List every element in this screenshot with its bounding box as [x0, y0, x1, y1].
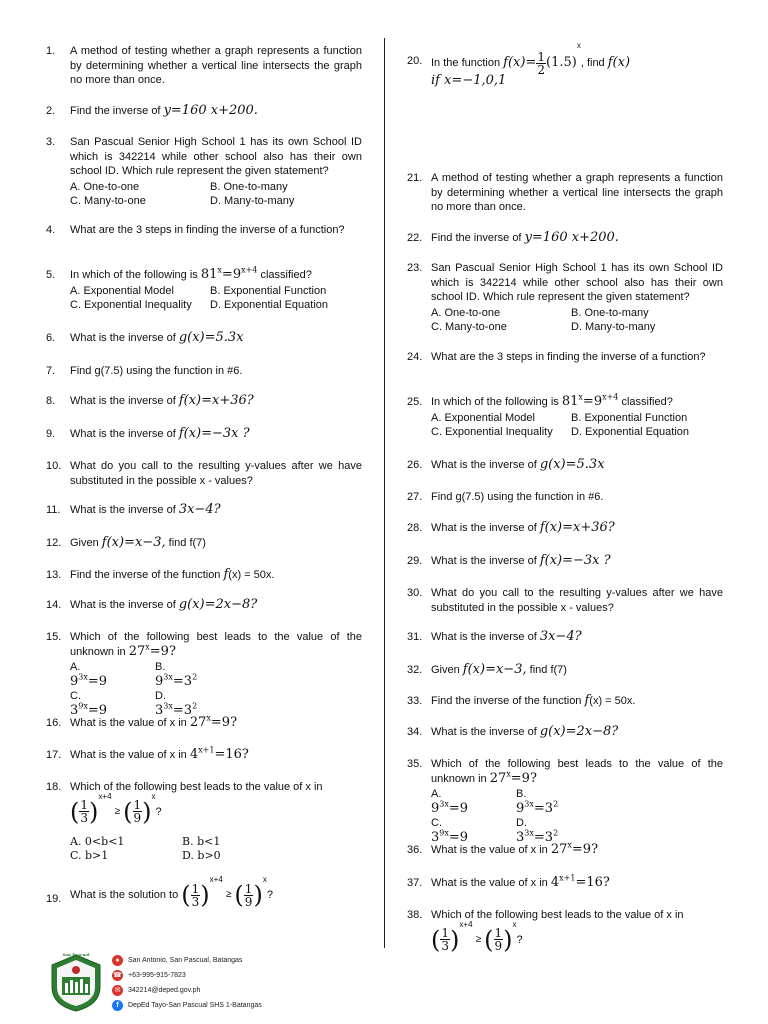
email-row: ✉ 342214@deped.gov.ph: [112, 983, 352, 998]
question-19: 19. What is the solution to ( $\frac{1}{3}$ )$^{x+4}$ ≥ ( $\frac{1}{9}$ )$^x$?: [46, 875, 273, 910]
option-d: D. Many-to-many: [210, 195, 295, 208]
option-c: C. Many-to-one: [70, 195, 146, 208]
inequality-expression: ( $\frac{1}{3}$ )$^{x+4}$ ≥ ( $\frac{1}{9}$ )$^x$?: [70, 791, 162, 826]
phone-icon: ☎: [113, 972, 122, 979]
worksheet-page: 1. A method of testing whether a graph represents a function by determining whether a vertical line intersects the graph no more than once. 2. Find the inverse of y=160 x+200. 3. San Pascual Senior High School 1 has its own School ID which is 342214 while other school also has their own school ID. Which rule represent the given statement? A. One-to-one B. One-to-many C. Many-to-one D. Many-to-many 4. What are the 3 steps in finding the inverse of a function? 5. In which of the following is $81^x=9^{x+4}$ classified? A. Exponential Model B. Exponential Function C. Exponential Inequality D. Exponential Equation 6. What is the inverse of g(x)=5.3x 7. Find g(7.5) using the function in #6. 8. What is the inverse of f(x)=x+36? 9. What is the inverse of f(x)=−3x ? 10. What do you call to the resulting y-values after we have substituted in the possible x - values? 11. What is the inverse of 3x−4? 12. Given f(x)=x−3, find f(7) 13. Find the inverse of the function f(x) = 50x. 14. What is the inverse of g(x)=2x−8? 15. Which of the following best leads to the value of the unknown in $27^x=9$? A. $9^{3x}=9$ B. $9^{3x}=3^2$ C. $3^{9x}=9$ D. $3^{3x}=3^2$ 16. What is the value of x in $27^x=9$? 17. What is the value of x in $4^{x+1}=16$? 18. Which of the following best leads to the value of x in ( $\frac{1}{3}$ )$^{x+4}$ ≥ ( $\frac{1}{9}$ )$^x$? A. 0<b<1 B. b<1 C. b>1 D. b>0 19. What is the solution to ( $\frac{1}{3}$ )$^{x+4}$ ≥ ( $\frac{1}{9}$ )$^x$? 20. In the function f(x)= $\frac{1}{2}$ $(1.5)^x$, find f(x) if x=−1,0,1 21. A method of testing whether a graph represents a function by determining whether a vertical line intersects the graph no more than once. 22. Find the inverse of y=160 x+200. 23. San Pascual Senior High School 1 has its own School ID which is 342214 while other school also has their own school ID. Which rule represent the given statement? A. One-to-one B. One-to-many C. Many-to-one D. Many-to-many 24. What are the 3 steps in finding the inverse of a function? 25. In which of the following is $81^x=9^{x+4}$ classified? A. Exponential Model B. Exponential Function C. Exponential Inequality D. Exponential Equation 26. What is the inverse of g(x)=5.3x 27. Find g(7.5) using the function in #6. 28. What is the inverse of f(x)=x+36? 29. What is the inverse of f(x)=−3x ? 30. What do you call to the resulting y-values after we have substituted in the possible x - values? 31. What is the inverse of 3x−4? 32. Given f(x)=x−3, find f(7) 33. Find the inverse of the function f(x) = 50x. 34. What is the inverse of g(x)=2x−8? 35. Which of the following best leads to the value of the unknown in $27^x=9$? A. $9^{3x}=9$ B. $9^{3x}=3^2$ C. $3^{9x}=9$ D. $3^{3x}=3^2$ 36. What is the value of x in $27^x=9$? 37. What is the value of x in $4^{x+1}=16$? 38. Which of the following best leads to the value of x in ( $\frac{1}{3}$ )$^{x+4}$ ≥ ( $\frac{1}{9}$ )$^x$? San Pascual ● San Antonio, San Pascual, Batangas ☎ +63-995-915-7823 ✉ 342214@deped.gov.ph f DepEd Tayo-San Pascual SHS 1-Batangas: [0, 0, 768, 1024]
address-row: ● San Antonio, San Pascual, Batangas: [112, 953, 352, 968]
question-3-options: [70, 180, 362, 209]
option-a: A. One-to-one: [70, 180, 140, 193]
school-logo: San Pascual: [50, 953, 102, 1013]
location-pin-icon: ●: [112, 955, 123, 966]
phone-row: ☎ +63-995-915-7823: [113, 972, 186, 979]
equation-81-9: $81^x=9^{x+4}$: [200, 265, 258, 282]
column-divider: [384, 38, 385, 948]
school-footer: [50, 953, 350, 1017]
option-b: B. One-to-many: [210, 180, 288, 193]
question-20: 20. In the function f(x)= $\frac{1}{2}$ $(1.5)^x$, find f(x) if x=−1,0,1: [407, 41, 631, 88]
mail-icon: ✉: [112, 985, 123, 996]
facebook-icon: f: [112, 1000, 123, 1011]
facebook-row: f DepEd Tayo-San Pascual SHS 1-Batangas: [112, 998, 352, 1013]
contact-info: [112, 953, 352, 1013]
question-1: 1. A method of testing whether a graph represents a function by determining whether a vertical line intersects the graph no more than once.: [46, 45, 362, 87]
